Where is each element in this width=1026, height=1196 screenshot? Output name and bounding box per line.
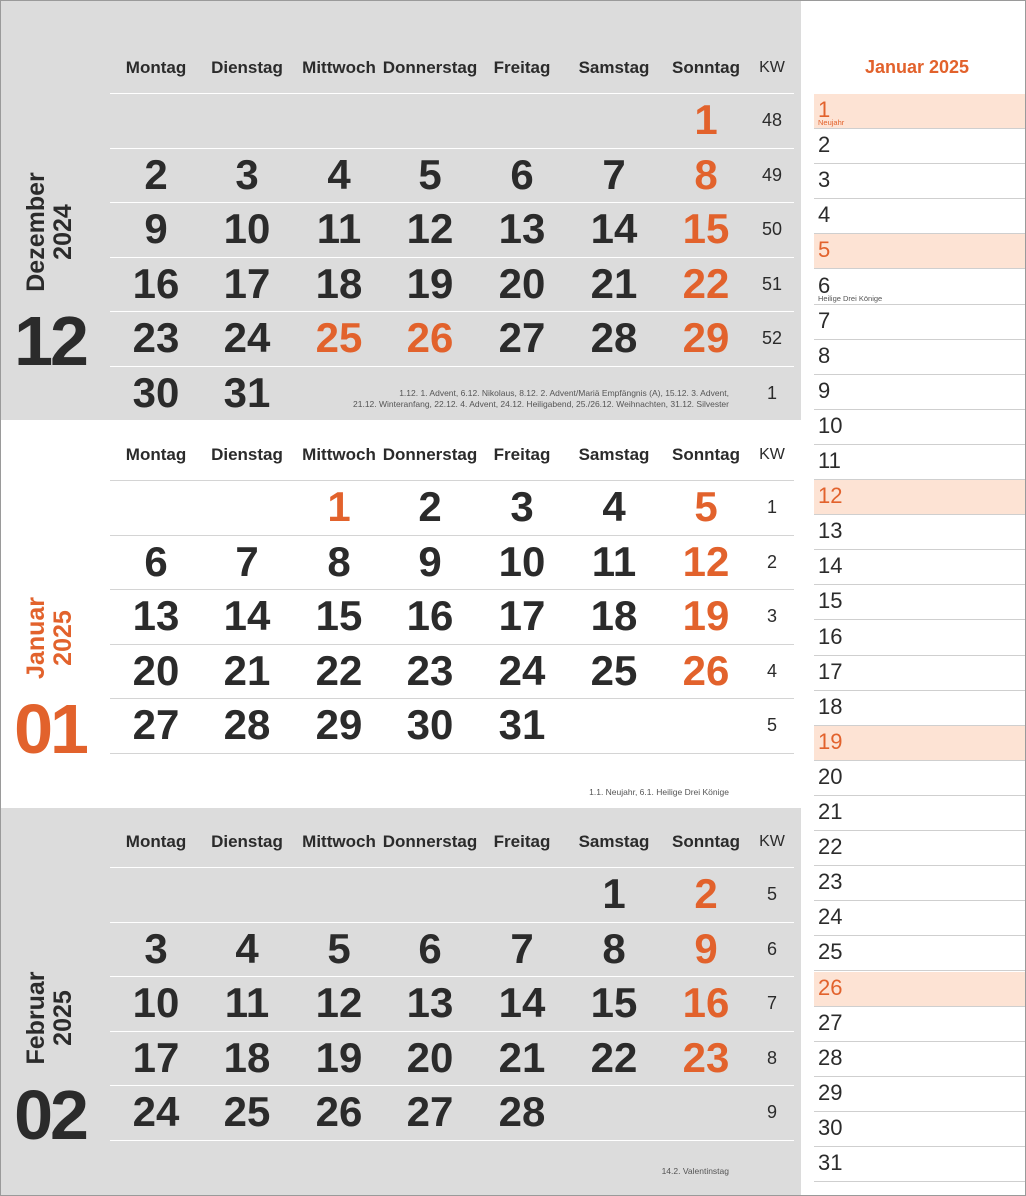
day-cell: 21: [223, 646, 271, 694]
day-cell: 10: [498, 537, 546, 585]
day-cell: 14: [223, 592, 271, 640]
planner-day-row[interactable]: [814, 1077, 1026, 1112]
weekday-header-montag: Montag: [125, 445, 187, 464]
planner-day-row[interactable]: [814, 164, 1026, 199]
day-cell: 4: [235, 924, 259, 972]
day-cell: 30: [406, 701, 454, 749]
holiday-note-line: 14.2. Valentinstag: [661, 1166, 729, 1176]
weekday-header-freitag: Freitag: [493, 445, 551, 464]
day-cell: 20: [498, 259, 546, 307]
planner-day-number: 1: [818, 97, 831, 122]
planner-day-number: 18: [818, 693, 843, 719]
planner-day-row[interactable]: [814, 1007, 1026, 1042]
holiday-notes: [589, 787, 729, 798]
planner-day-number: 16: [818, 623, 843, 649]
planner-day-number: 27: [818, 1009, 843, 1035]
planner-day-number: 13: [818, 518, 843, 544]
planner-day-number: 8: [818, 342, 831, 368]
month-name-rotated: [23, 971, 77, 1064]
planner-day-row[interactable]: [814, 410, 1026, 445]
month-block-januar: [0, 420, 801, 808]
calendar-week-header: KW: [759, 833, 785, 850]
day-cell: 23: [406, 646, 454, 694]
planner-day-number: 9: [818, 377, 831, 403]
day-cell: 23: [682, 1033, 730, 1081]
day-cell: 25: [223, 1088, 271, 1136]
day-cell: 8: [327, 537, 351, 585]
weekday-header-montag: Montag: [125, 58, 187, 77]
weekday-header-samstag: Samstag: [578, 445, 650, 464]
weekday-header-samstag: Samstag: [578, 832, 650, 851]
calendar-week-header: KW: [759, 59, 785, 76]
planner-day-row[interactable]: [814, 1042, 1026, 1077]
planner-day-number: 29: [818, 1079, 843, 1105]
weekday-header-mittwoch: Mittwoch: [302, 58, 376, 77]
planner-day-number: 17: [818, 658, 843, 684]
day-cell: 22: [682, 259, 730, 307]
month-year: 2025: [49, 610, 77, 666]
weekday-header-sonntag: Sonntag: [672, 445, 740, 464]
day-cell: 3: [144, 924, 168, 972]
holiday-note-line: 21.12. Winteranfang, 22.12. 4. Advent, 24.12. Heiligabend, 25./26.12. Weihnachten, 31.12. Silvester: [353, 399, 729, 409]
calendar-week-number: 49: [761, 164, 783, 185]
planner-day-number: 26: [818, 974, 843, 1000]
month-name: Januar: [22, 597, 50, 679]
calendar-week-header: KW: [759, 446, 785, 463]
weekday-header-dienstag: Dienstag: [211, 832, 283, 851]
weekday-header-mittwoch: Mittwoch: [302, 445, 376, 464]
day-cell: 8: [694, 150, 718, 198]
planner-day-row[interactable]: [814, 270, 1026, 305]
day-cell: 12: [315, 979, 363, 1027]
day-cell: 12: [406, 205, 454, 253]
planner-day-number: 28: [818, 1044, 843, 1070]
day-cell: 3: [235, 150, 259, 198]
calendar-week-number: 5: [766, 884, 777, 904]
day-cell: 15: [315, 592, 363, 640]
planner-day-row[interactable]: [814, 866, 1026, 901]
day-cell: 11: [316, 205, 362, 253]
day-cell: 29: [682, 314, 730, 362]
day-cell: 5: [418, 150, 442, 198]
planner-day-row[interactable]: [814, 375, 1026, 410]
planner-day-number: 31: [818, 1150, 843, 1175]
day-cell: 7: [510, 924, 534, 972]
planner-day-number: 25: [818, 939, 843, 965]
planner-day-row[interactable]: [814, 340, 1026, 375]
day-cell: 20: [132, 646, 180, 694]
day-cell: 8: [602, 924, 626, 972]
planner-title: Januar 2025: [864, 57, 970, 77]
month-block-dezember: [0, 0, 801, 420]
day-cell: 10: [223, 205, 271, 253]
day-cell: 23: [132, 314, 180, 362]
calendar-week-number: 4: [766, 660, 777, 681]
day-cell: 7: [235, 537, 259, 585]
planner-day-row[interactable]: [814, 1112, 1026, 1147]
planner-day-number: 7: [818, 307, 831, 333]
planner-day-row[interactable]: [814, 936, 1026, 971]
planner-day-row[interactable]: [814, 305, 1026, 340]
planner-day-number: 15: [818, 588, 843, 614]
planner-day-row[interactable]: [814, 796, 1026, 831]
day-cell: 16: [406, 592, 454, 640]
weekday-header-dienstag: Dienstag: [211, 445, 283, 464]
day-cell: 27: [498, 314, 546, 362]
day-cell: 19: [315, 1033, 363, 1081]
planner-day-number: 20: [818, 763, 843, 789]
weekday-header-freitag: Freitag: [493, 832, 551, 851]
planner-day-row[interactable]: [814, 656, 1026, 691]
planner-day-number: 5: [818, 237, 831, 263]
day-cell: 22: [315, 646, 363, 694]
day-cell: 26: [682, 646, 730, 694]
calendar-week-number: 1: [766, 497, 777, 517]
day-cell: 26: [406, 314, 454, 362]
day-cell: 15: [590, 979, 638, 1027]
planner-day-row[interactable]: [814, 901, 1026, 936]
planner-day-note: Heilige Drei Könige: [818, 293, 883, 303]
planner-day-number: 12: [818, 483, 843, 509]
weekday-header-donnerstag: Donnerstag: [382, 832, 478, 851]
calendar-week-number: 48: [761, 110, 783, 130]
day-cell: 25: [315, 314, 363, 362]
day-cell: 13: [132, 592, 180, 640]
day-cell: 24: [223, 314, 271, 362]
day-cell: 3: [510, 483, 534, 530]
planner-day-row[interactable]: [814, 445, 1026, 480]
day-cell: 25: [590, 646, 638, 694]
day-cell: 5: [327, 924, 351, 972]
planner-day-row[interactable]: [814, 1147, 1026, 1182]
holiday-notes: [662, 1166, 729, 1177]
weekday-header-sonntag: Sonntag: [672, 58, 740, 77]
weekday-header-freitag: Freitag: [493, 58, 551, 77]
day-cell: 16: [682, 979, 730, 1027]
planner-day-row[interactable]: [814, 234, 1026, 269]
day-cell: 24: [498, 646, 546, 694]
day-cell: 14: [590, 205, 638, 253]
planner-day-row[interactable]: [814, 585, 1026, 620]
day-cell: 1: [602, 870, 626, 917]
month-name: Februar: [22, 971, 50, 1065]
planner-day-row[interactable]: [814, 550, 1026, 585]
planner-day-row[interactable]: [814, 691, 1026, 726]
weekday-header-mittwoch: Mittwoch: [302, 832, 376, 851]
month-name-rotated: [23, 597, 77, 679]
day-cell: 22: [590, 1033, 638, 1081]
calendar-week-number: 8: [766, 1047, 777, 1068]
calendar-week-number: 6: [766, 938, 777, 959]
day-cell: 13: [498, 205, 546, 253]
month-year: 2025: [49, 990, 77, 1046]
weekday-header-montag: Montag: [125, 832, 187, 851]
month-year: 2024: [49, 204, 77, 260]
planner-day-number: 11: [818, 448, 841, 473]
day-cell: 4: [327, 150, 351, 198]
planner-day-number: 14: [818, 553, 843, 579]
planner-day-row[interactable]: [814, 199, 1026, 234]
day-cell: 2: [694, 870, 718, 917]
day-cell: 29: [315, 701, 363, 749]
day-cell: 7: [602, 150, 626, 198]
day-cell: 10: [132, 979, 180, 1027]
day-cell: 31: [498, 701, 546, 749]
day-cell: 6: [144, 537, 168, 585]
day-cell: 1: [694, 96, 718, 143]
calendar-week-number: 5: [766, 715, 777, 736]
month-name: Dezember: [22, 172, 50, 292]
holiday-note-line: 1.1. Neujahr, 6.1. Heilige Drei Könige: [589, 787, 729, 797]
day-cell: 5: [694, 483, 718, 530]
day-cell: 1: [327, 483, 351, 530]
planner-day-number: 23: [818, 869, 843, 895]
month-number: 12: [14, 302, 86, 380]
planner-day-number: 6: [818, 272, 831, 298]
planner-day-number: 30: [818, 1114, 843, 1140]
weekday-header-dienstag: Dienstag: [211, 58, 283, 77]
planner-day-number: 10: [818, 412, 843, 438]
day-cell: 9: [144, 205, 168, 253]
planner-day-number: 3: [818, 167, 831, 193]
day-cell: 18: [590, 592, 638, 640]
weekday-header-sonntag: Sonntag: [672, 832, 740, 851]
weekday-header-samstag: Samstag: [578, 58, 650, 77]
day-cell: 27: [132, 701, 180, 749]
planner-day-row[interactable]: [814, 831, 1026, 866]
day-cell: 16: [132, 259, 180, 307]
day-cell: 24: [132, 1088, 180, 1136]
day-cell: 11: [591, 537, 637, 585]
day-cell: 9: [418, 537, 442, 585]
planner-day-row[interactable]: [814, 972, 1026, 1007]
day-cell: 19: [406, 259, 454, 307]
weekday-header-donnerstag: Donnerstag: [382, 445, 478, 464]
planner-day-number: 19: [818, 728, 843, 754]
day-cell: 17: [223, 259, 271, 307]
calendar-week-number: 7: [766, 993, 777, 1014]
day-cell: 18: [315, 259, 363, 307]
day-cell: 6: [418, 924, 442, 972]
holiday-notes: [353, 388, 729, 410]
calendar-week-number: 3: [766, 606, 777, 627]
day-cell: 6: [510, 150, 534, 198]
planner-day-row[interactable]: [814, 515, 1026, 550]
month-number: 01: [14, 690, 86, 768]
calendar-week-number: 51: [761, 273, 783, 294]
planner-day-note: Neujahr: [818, 118, 845, 127]
day-cell: 18: [223, 1033, 271, 1081]
row-divider: [110, 1140, 794, 1141]
month-block-februar: [0, 808, 801, 1196]
planner-day-row[interactable]: [814, 129, 1026, 164]
planner-day-row[interactable]: [814, 726, 1026, 761]
calendar-week-number: 1: [766, 383, 777, 403]
planner-day-number: 21: [818, 799, 843, 824]
calendar-week-number: 50: [761, 219, 783, 240]
day-cell: 28: [223, 701, 271, 749]
day-cell: 9: [694, 924, 718, 972]
calendar-week-number: 52: [761, 328, 783, 349]
day-cell: 11: [224, 979, 270, 1027]
day-cell: 17: [498, 592, 546, 640]
day-cell: 13: [406, 979, 454, 1027]
weekday-header-donnerstag: Donnerstag: [382, 58, 478, 77]
planner-day-row[interactable]: [814, 621, 1026, 656]
day-cell: 14: [498, 979, 546, 1027]
day-cell: 19: [682, 592, 730, 640]
day-cell: 28: [590, 314, 638, 362]
row-divider: [110, 753, 794, 754]
day-cell: 28: [498, 1088, 546, 1136]
holiday-note-line: 1.12. 1. Advent, 6.12. Nikolaus, 8.12. 2. Advent/Mariä Empfängnis (A), 15.12. 3. Advent,: [399, 388, 729, 398]
day-cell: 27: [406, 1088, 454, 1136]
day-cell: 17: [132, 1033, 180, 1081]
planner-day-number: 22: [818, 834, 843, 860]
planner-day-number: 24: [818, 904, 843, 930]
day-cell: 12: [682, 537, 730, 585]
day-cell: 15: [682, 205, 730, 253]
day-cell: 20: [406, 1033, 454, 1081]
planner-day-row[interactable]: [814, 94, 1026, 129]
calendar-week-number: 2: [766, 551, 777, 572]
calendar-week-number: 9: [766, 1102, 777, 1123]
month-name-rotated: [23, 172, 77, 292]
day-cell: 26: [315, 1088, 363, 1136]
day-cell: 31: [223, 369, 271, 416]
planner-day-row[interactable]: [814, 761, 1026, 796]
day-cell: 2: [144, 150, 168, 198]
day-cell: 30: [132, 369, 180, 416]
day-cell: 21: [498, 1033, 546, 1081]
planner-day-row[interactable]: [814, 480, 1026, 515]
day-cell: 4: [602, 483, 626, 530]
planner-day-number: 4: [818, 202, 831, 228]
day-cell: 21: [590, 259, 638, 307]
month-number: 02: [14, 1076, 86, 1154]
day-cell: 2: [418, 483, 442, 530]
planner-day-number: 2: [818, 132, 831, 158]
